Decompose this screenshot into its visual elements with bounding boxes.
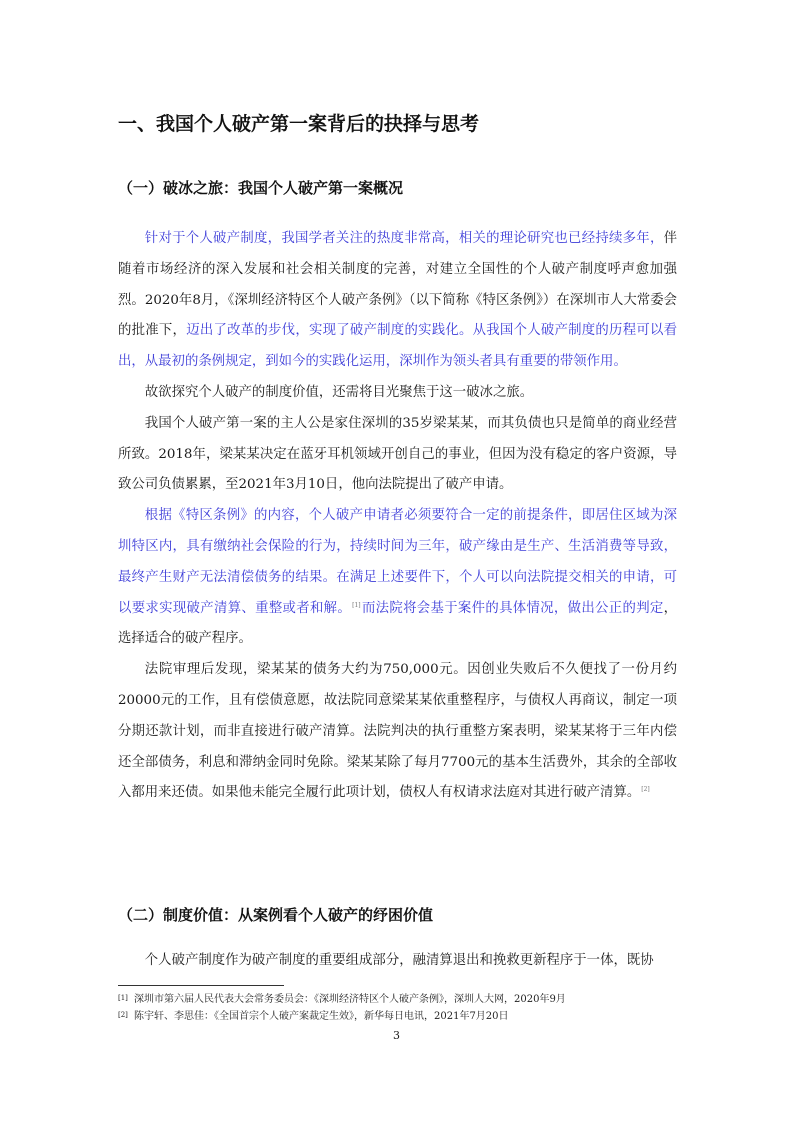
footnote-divider bbox=[118, 985, 284, 986]
footnotes bbox=[118, 991, 718, 1025]
highlighted-text: 而法院将会基于案件的具体情况，做出公正的判定 bbox=[361, 600, 664, 616]
footnote-mark: [2] bbox=[118, 1011, 128, 1019]
section-2-body bbox=[118, 946, 677, 976]
section-1-body bbox=[118, 224, 677, 809]
footnote-2 bbox=[118, 1008, 718, 1025]
highlighted-text: 迈出了改革的步伐，实现了破产制度的实践化。从我国个人破产制度的历程可以看出，从最初的条例规定，到如今的实践化运用，深圳作为领头者具有重要的带领作用。 bbox=[118, 323, 677, 370]
section-heading-2: （二）制度价值：从案例看个人破产的纾困价值 bbox=[118, 906, 434, 924]
paragraph-6: 个人破产制度作为破产制度的重要组成部分，融清算退出和挽救更新程序于一体，既协 bbox=[144, 953, 654, 968]
chapter-heading: 一、我国个人破产第一案背后的抉择与思考 bbox=[118, 113, 480, 135]
footnote-mark: [1] bbox=[118, 994, 128, 1002]
highlighted-text: 针对于个人破产制度，我国学者关注的热度非常高，相关的理论研究也已经持续多年， bbox=[144, 231, 664, 246]
footnote-text: 陈宇轩、李思佳：《全国首宗个人破产案裁定生效》，新华每日电讯，2021年7月20日 bbox=[134, 1011, 509, 1022]
paragraph-1 bbox=[118, 224, 677, 378]
plain-text: 法院审理后发现，梁某某的债务大约为750,000元。因创业失败后不久便找了一份月约20000元的工作，且有偿债意愿，故法院同意梁某某依重整程序，与债权人再商议，制定一项分期还款计划，而非直接进行破产清算。法院判决的执行重整方案表明，梁某某将于三年内偿还全部债务，利息和滞纳金同时免除。梁某某除了每月7700元的基本生活费外，其余的全部收入都用来还债。如果他未能完全履行此项计划，债权人有权请求法庭对其进行破产清算。 bbox=[118, 662, 677, 801]
paragraph-4 bbox=[118, 501, 677, 655]
plain-text: 伴随着市场经济的深入发展和社会相关制度的完善，对建立全国性的个人破产制度呼声愈加强烈。2020年8月，《深圳经济特区个人破产条例》（以下简称《特区条例》）在深圳市人大常委会的批准下， bbox=[118, 231, 677, 339]
footnote-text: 深圳市第六届人民代表大会常务委员会：《深圳经济特区个人破产条例》，深圳人大网，2020年9月 bbox=[134, 994, 566, 1005]
footnote-ref-1[interactable]: [1] bbox=[352, 601, 361, 609]
highlighted-text: 根据《特区条例》的内容，个人破产申请者必须要符合一定的前提条件，即居住区域为深圳特区内，具有缴纳社会保险的行为，持续时间为三年，破产缘由是生产、生活消费等导致，最终产生财产无法清偿债务的结果。在满足上述要件下，个人可以向法院提交相关的申请，可以要求实现破产清算、重整或者和解。 bbox=[118, 508, 677, 616]
paragraph-3: 我国个人破产第一案的主人公是家住深圳的35岁梁某某，而其负债也只是简单的商业经营所致。2018年，梁某某决定在蓝牙耳机领域开创自己的事业，但因为没有稳定的客户资源，导致公司负债累累，至2021年3月10日，他向法院提出了破产申请。 bbox=[118, 415, 677, 493]
footnote-1 bbox=[118, 991, 718, 1008]
plain-text: ，选择适合的破产程序。 bbox=[118, 600, 678, 647]
footnote-ref-2[interactable]: [2] bbox=[641, 786, 650, 794]
paragraph-5 bbox=[118, 655, 677, 809]
paragraph-2: 故欲探究个人破产的制度价值，还需将目光聚焦于这一破冰之旅。 bbox=[144, 384, 534, 400]
page-number: 3 bbox=[393, 1029, 400, 1042]
section-heading-1: （一）破冰之旅：我国个人破产第一案概况 bbox=[118, 179, 404, 197]
